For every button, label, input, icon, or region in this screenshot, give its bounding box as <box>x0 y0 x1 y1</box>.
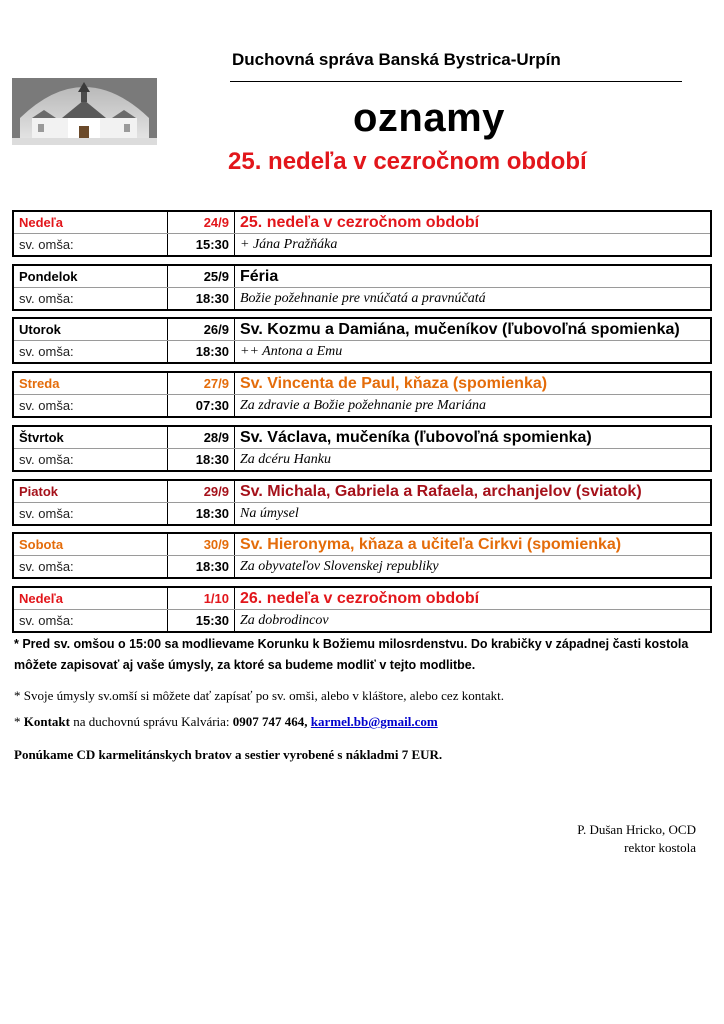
mass-intention: Za obyvateľov Slovenskej republiky <box>240 558 439 574</box>
mass-intention: + Jána Pražňáka <box>240 236 338 252</box>
day-block <box>12 210 712 257</box>
day-header-row <box>14 212 710 233</box>
page-subtitle: 25. nedeľa v cezročnom období <box>228 148 587 175</box>
day-block <box>12 317 712 364</box>
day-date: 27/9 <box>168 373 235 394</box>
church-photo <box>12 78 157 145</box>
mass-time: 18:30 <box>168 503 235 524</box>
feast-title: Sv. Kozmu a Damiána, mučeníkov (ľubovoľná spomienka) <box>240 320 680 338</box>
day-name: Streda <box>14 373 168 394</box>
day-header-row <box>14 266 710 287</box>
day-header-row <box>14 534 710 555</box>
day-name: Sobota <box>14 534 168 555</box>
note-cd-offer: Ponúkame CD karmelitánskych bratov a sestier vyrobené s nákladmi 7 EUR. <box>14 747 443 762</box>
mass-row <box>14 609 710 631</box>
day-date: 24/9 <box>168 212 235 233</box>
day-name: Utorok <box>14 319 168 340</box>
feast-title: Sv. Vincenta de Paul, kňaza (spomienka) <box>240 374 548 392</box>
mass-intention: Za dobrodincov <box>240 612 329 628</box>
feast-title: Féria <box>240 267 279 285</box>
mass-time: 18:30 <box>168 288 235 309</box>
day-name: Nedeľa <box>14 588 168 609</box>
day-name: Pondelok <box>14 266 168 287</box>
mass-row <box>14 340 710 362</box>
mass-label: sv. omša: <box>14 395 168 416</box>
mass-row <box>14 555 710 577</box>
mass-label: sv. omša: <box>14 610 168 631</box>
day-block <box>12 532 712 579</box>
day-block <box>12 425 712 472</box>
day-date: 25/9 <box>168 266 235 287</box>
mass-time: 15:30 <box>168 234 235 255</box>
day-header-row <box>14 427 710 448</box>
contact-sep: , <box>304 714 311 729</box>
feast-title: Sv. Hieronyma, kňaza a učiteľa Cirkvi (spomienka) <box>240 535 622 553</box>
notes-section <box>14 634 704 763</box>
day-block <box>12 371 712 418</box>
day-header-row <box>14 481 710 502</box>
day-header-row <box>14 319 710 340</box>
mass-row <box>14 394 710 416</box>
day-date: 28/9 <box>168 427 235 448</box>
mass-time: 18:30 <box>168 449 235 470</box>
mass-intention: Za zdravie a Božie požehnanie pre Mariána <box>240 397 487 413</box>
feast-title: Sv. Václava, mučeníka (ľubovoľná spomienka) <box>240 428 592 446</box>
day-date: 26/9 <box>168 319 235 340</box>
mass-intention: Na úmysel <box>240 505 299 521</box>
day-block <box>12 479 712 526</box>
mass-label: sv. omša: <box>14 449 168 470</box>
mass-time: 07:30 <box>168 395 235 416</box>
contact-phone: 0907 747 464 <box>232 714 305 729</box>
day-header-row <box>14 373 710 394</box>
mass-label: sv. omša: <box>14 556 168 577</box>
signature-name: P. Dušan Hricko, OCD <box>577 822 696 837</box>
organization-name: Duchovná správa Banská Bystrica-Urpín <box>232 50 561 69</box>
day-name: Nedeľa <box>14 212 168 233</box>
day-name: Štvrtok <box>14 427 168 448</box>
feast-title: 26. nedeľa v cezročnom období <box>240 589 480 607</box>
feast-title: Sv. Michala, Gabriela a Rafaela, archanjelov (sviatok) <box>240 482 642 500</box>
contact-email-link[interactable]: karmel.bb@gmail.com <box>310 714 438 729</box>
day-date: 29/9 <box>168 481 235 502</box>
page-title: oznamy <box>353 96 505 140</box>
mass-row <box>14 448 710 470</box>
day-date: 1/10 <box>168 588 235 609</box>
day-date: 30/9 <box>168 534 235 555</box>
mass-time: 18:30 <box>168 341 235 362</box>
day-header-row <box>14 588 710 609</box>
mass-intention: Za dcéru Hanku <box>240 451 331 467</box>
mass-label: sv. omša: <box>14 234 168 255</box>
day-block <box>12 264 712 311</box>
mass-row <box>14 287 710 309</box>
contact-label: Kontakt <box>23 714 70 729</box>
signature-role: rektor kostola <box>624 840 696 855</box>
mass-intention: ++ Antona a Emu <box>240 343 343 359</box>
mass-row <box>14 233 710 255</box>
mass-label: sv. omša: <box>14 341 168 362</box>
day-name: Piatok <box>14 481 168 502</box>
note-contact <box>14 714 704 730</box>
day-block <box>12 586 712 633</box>
mass-row <box>14 502 710 524</box>
note-intentions: * Svoje úmysly sv.omší si môžete dať zapísať po sv. omši, alebo v kláštore, alebo cez kontakt. <box>14 688 504 703</box>
mass-time: 18:30 <box>168 556 235 577</box>
contact-prefix: * <box>14 714 24 729</box>
feast-title: 25. nedeľa v cezročnom období <box>240 213 480 231</box>
mass-label: sv. omša: <box>14 288 168 309</box>
mass-time: 15:30 <box>168 610 235 631</box>
contact-text: na duchovnú správu Kalvária: <box>69 714 233 729</box>
note-chaplet: * Pred sv. omšou o 15:00 sa modlievame Korunku k Božiemu milosrdenstvu. Do krabičky v západnej časti kostola môžete zapisovať aj vaše úmysly, za ktoré sa budeme modliť v tejto modlitbe. <box>14 637 689 672</box>
header-divider <box>230 81 682 82</box>
mass-intention: Božie požehnanie pre vnúčatá a pravnúčatá <box>240 290 486 306</box>
mass-label: sv. omša: <box>14 503 168 524</box>
